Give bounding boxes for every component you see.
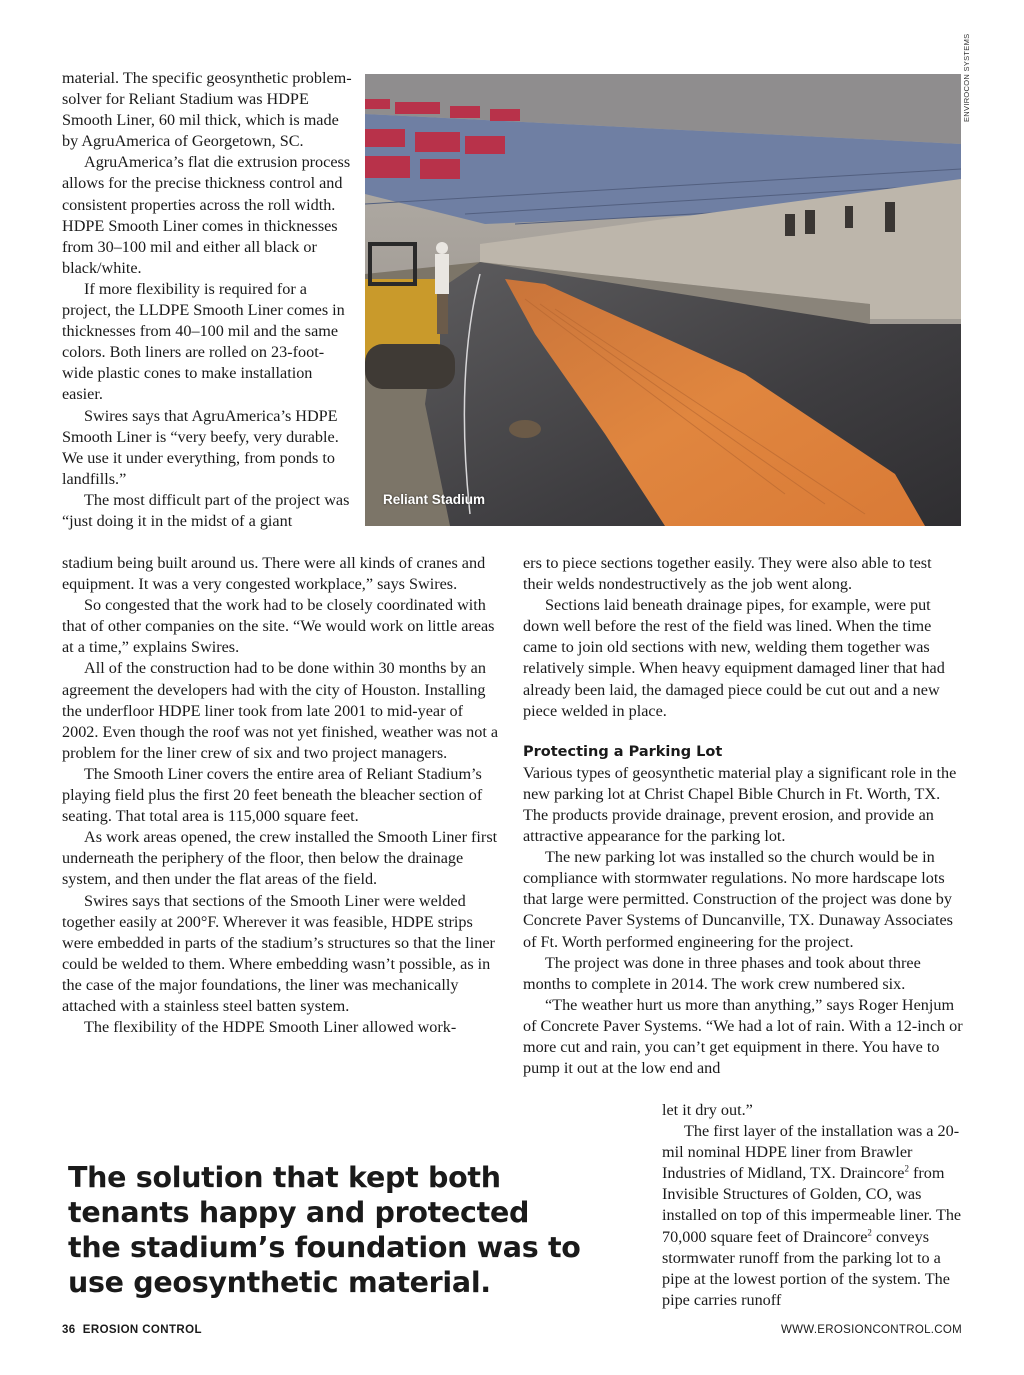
- superscript: 2: [867, 1227, 872, 1238]
- paragraph: Various types of geosynthetic material play a significant role in the new parking lot at Christ Chapel Bible Church in Ft. Worth, TX. The products provide drainage, prevent erosion, and provide an attractive appearance for the parking lot.: [523, 763, 957, 846]
- paragraph: As work areas opened, the crew installed the Smooth Liner first underneath the periphery of the floor, then below the drainage system, and then under the flat areas of the field.: [62, 828, 498, 889]
- publication-name: EROSION CONTROL: [82, 1324, 202, 1336]
- paragraph: The Smooth Liner covers the entire area of Reliant Stadium’s playing field plus the first 20 feet beneath the bleacher section of seating. That total area is 115,000 square feet.: [62, 764, 483, 826]
- article-column-left: [62, 553, 502, 1038]
- section-subhead: Protecting a Parking Lot: [523, 743, 723, 760]
- paragraph: If more flexibility is required for a project, the LLDPE Smooth Liner comes in thicknesses from 40–100 mil and the same colors. Both liners are rolled on 23-foot-wide plastic cones to make installation easier.: [62, 279, 345, 404]
- paragraph: The new parking lot was installed so the church would be in compliance with stormwater regulations. No more hardscape lots that large were permitted. Construction of the project was done by Concrete Paver Systems of Duncanville, TX. Dunaway Associates of Ft. Worth performed engineering for the project.: [523, 848, 953, 951]
- footer-url: WWW.EROSIONCONTROL.COM: [780, 1324, 962, 1336]
- stadium-photo-illustration: [365, 74, 961, 526]
- paragraph: [662, 1121, 962, 1311]
- paragraph: Sections laid beneath drainage pipes, for example, were put down well before the rest of the field was lined. When the time came to join old sections with new, welding them together was relatively simple. When heavy equipment damaged liner that had already been laid, the damaged piece could be cut out and a new piece welded in place.: [523, 596, 945, 720]
- paragraph: “The weather hurt us more than anything,” says Roger Henjum of Concrete Paver Systems. “We had a lot of rain. With a 12-inch or more cut and rain, you can’t get equipment in there. You have to pump it out at the low end and: [523, 995, 963, 1078]
- paragraph: The project was done in three phases and took about three months to complete in 2014. The work crew numbered six.: [523, 953, 921, 993]
- photo-caption: Reliant Stadium: [383, 492, 486, 507]
- article-column-top: [62, 68, 352, 532]
- superscript: 2: [904, 1163, 909, 1174]
- paragraph: ers to piece sections together easily. They were also able to test their welds nondestructively as the job went along.: [523, 554, 932, 594]
- paragraph: Swires says that sections of the Smooth Liner were welded together easily at 200°F. Wherever it was feasible, HDPE strips were embedded in parts of the stadium’s structures so that the liner could be welded to them. Where embedding wasn’t possible, as in the case of the major foundations, the liner was mechanically attached with a stainless steel batten system.: [62, 891, 495, 1015]
- paragraph: let it dry out.”: [662, 1101, 753, 1119]
- paragraph: AgruAmerica’s flat die extrusion process allows for the precise thickness control and consistent properties across the roll width. HDPE Smooth Liner comes in thicknesses from 30–100 mil and either all black or black/white.: [62, 153, 351, 277]
- paragraph: So congested that the work had to be closely coordinated with that of other companies on the site. “We would work on little areas at a time,” explains Swires.: [62, 596, 495, 657]
- text-run: The first layer of the installation was a 20-mil nominal HDPE liner from Brawler Industries of Midland, TX. Draincore: [662, 1122, 960, 1183]
- photo-credit: ENVIROCON SYSTEMS: [962, 33, 971, 122]
- paragraph: The flexibility of the HDPE Smooth Liner allowed work-: [84, 1018, 457, 1037]
- page-number: 36: [62, 1324, 76, 1336]
- article-column-narrow: [662, 1100, 962, 1311]
- pull-quote: The solution that kept both tenants happy and protected the stadium’s foundation was to use geosynthetic material.: [68, 1161, 581, 1299]
- paragraph: material. The specific geosynthetic problem-solver for Reliant Stadium was HDPE Smooth Liner, 60 mil thick, which is made by AgruAmerica of Georgetown, SC.: [62, 69, 352, 151]
- paragraph: The most difficult part of the project was “just doing it in the midst of a giant: [62, 490, 350, 530]
- paragraph: stadium being built around us. There were all kinds of cranes and equipment. It was a very congested workplace,” says Swires.: [62, 554, 486, 594]
- stadium-photo: [365, 74, 961, 526]
- paragraph: All of the construction had to be done within 30 months by an agreement the developers had with the city of Houston. Installing the underfloor HDPE liner took from late 2001 to mid-year of 2002. Even though the roof was not yet finished, weather was not a problem for the liner crew of six and two project managers.: [62, 659, 499, 762]
- article-column-right: [523, 553, 963, 1079]
- text-run: conveys stormwater runoff from the parking lot to a pipe at the lowest portion of the system. The pipe carries runoff: [662, 1227, 950, 1309]
- paragraph: Swires says that AgruAmerica’s HDPE Smooth Liner is “very beefy, very durable. We use it under everything, from ponds to landfills.”: [62, 406, 339, 488]
- text-run: from Invisible Structures of Golden, CO, was installed on top of this impermeable liner. The 70,000 square feet of Draincore: [662, 1164, 962, 1246]
- footer-folio: [62, 1324, 202, 1336]
